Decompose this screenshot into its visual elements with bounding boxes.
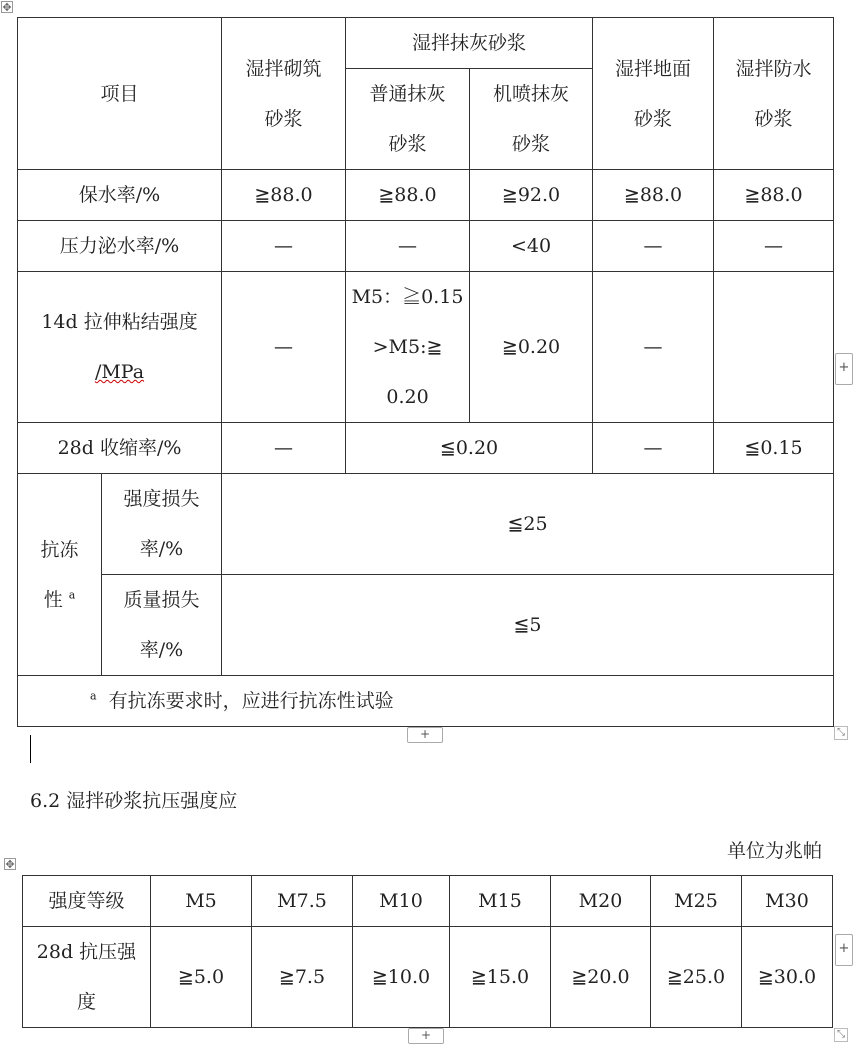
grade-header: M10	[353, 876, 450, 927]
header-floor: 湿拌地面 砂浆	[593, 18, 714, 170]
grade-header: M25	[651, 876, 742, 927]
cell: ≦0.20	[346, 423, 593, 474]
add-row-icon[interactable]: +	[407, 727, 443, 743]
table-row	[18, 423, 834, 474]
header-plaster-group: 湿拌抹灰砂浆	[346, 18, 593, 69]
cell: ≧7.5	[252, 927, 353, 1028]
cell: ≧10.0	[353, 927, 450, 1028]
cell: —	[346, 221, 470, 272]
cell: —	[222, 221, 346, 272]
cell: ≦0.15	[714, 423, 834, 474]
cell: <40	[470, 221, 593, 272]
table-resize-icon[interactable]: ⤡	[834, 726, 848, 740]
cell: M5：≧0.15 >M5:≧ 0.20	[346, 272, 470, 423]
row-label: 强度损失 率/%	[102, 474, 222, 575]
row-label: 压力泌水率/%	[18, 221, 222, 272]
frost-label: 抗冻 性 $^a$	[18, 474, 102, 676]
table-resize-icon[interactable]: ⤡	[834, 1028, 848, 1042]
cell: ≦5	[222, 575, 834, 676]
cell: —	[222, 423, 346, 474]
add-column-icon[interactable]: +	[835, 353, 853, 385]
table-footnote-row	[18, 676, 834, 727]
table-row	[18, 170, 834, 221]
cell: ≧15.0	[450, 927, 551, 1028]
table-row	[18, 575, 834, 676]
grade-header: M15	[450, 876, 551, 927]
header-waterproof: 湿拌防水 砂浆	[714, 18, 834, 170]
cell: —	[714, 221, 834, 272]
table-move-handle-icon[interactable]: ✥	[2, 1, 12, 14]
cell: ≧0.20	[470, 272, 593, 423]
cell: ≦25	[222, 474, 834, 575]
row-label: 强度等级	[23, 876, 151, 927]
cell: ≧30.0	[742, 927, 833, 1028]
grade-header: M30	[742, 876, 833, 927]
table-row	[18, 474, 834, 575]
header-masonry: 湿拌砌筑 砂浆	[222, 18, 346, 170]
table-move-handle-icon[interactable]: ✥	[5, 858, 15, 871]
header-plaster-machine: 机喷抹灰 砂浆	[470, 69, 593, 170]
row-label: 质量损失 率/%	[102, 575, 222, 676]
grade-header: M20	[551, 876, 651, 927]
cell: ≧88.0	[222, 170, 346, 221]
cell: ≧88.0	[714, 170, 834, 221]
section-heading: 6.2 湿拌砂浆抗压强度应	[30, 790, 238, 812]
spellcheck-word: /MPa	[94, 361, 145, 383]
cell: —	[593, 423, 714, 474]
header-item: 项目	[18, 18, 222, 170]
cell: ≧5.0	[151, 927, 252, 1028]
cell	[714, 272, 834, 423]
table-row	[18, 272, 834, 423]
footnote: $^a$ 有抗冻要求时，应进行抗冻性试验	[18, 676, 834, 727]
row-label: 保水率/%	[18, 170, 222, 221]
cell: ≧25.0	[651, 927, 742, 1028]
cell: ≧88.0	[346, 170, 470, 221]
grade-header: M5	[151, 876, 252, 927]
mortar-performance-table	[17, 17, 834, 727]
table-row	[23, 927, 833, 1028]
compressive-strength-table	[22, 875, 833, 1028]
header-plaster-normal: 普通抹灰 砂浆	[346, 69, 470, 170]
row-label: 28d 抗压强 度	[23, 927, 151, 1028]
cell: —	[593, 221, 714, 272]
unit-note: 单位为兆帕	[726, 840, 822, 862]
cell: ≧88.0	[593, 170, 714, 221]
add-row-icon[interactable]: +	[408, 1028, 444, 1044]
add-column-icon[interactable]: +	[835, 934, 853, 966]
cell: ≧92.0	[470, 170, 593, 221]
cell: —	[593, 272, 714, 423]
table-row	[23, 876, 833, 927]
row-label: 28d 收缩率/%	[18, 423, 222, 474]
grade-header: M7.5	[252, 876, 353, 927]
text-cursor	[30, 735, 31, 763]
cell: —	[222, 272, 346, 423]
cell: ≧20.0	[551, 927, 651, 1028]
table-row	[18, 221, 834, 272]
row-label: 14d 拉伸粘结强度 /MPa	[18, 272, 222, 423]
